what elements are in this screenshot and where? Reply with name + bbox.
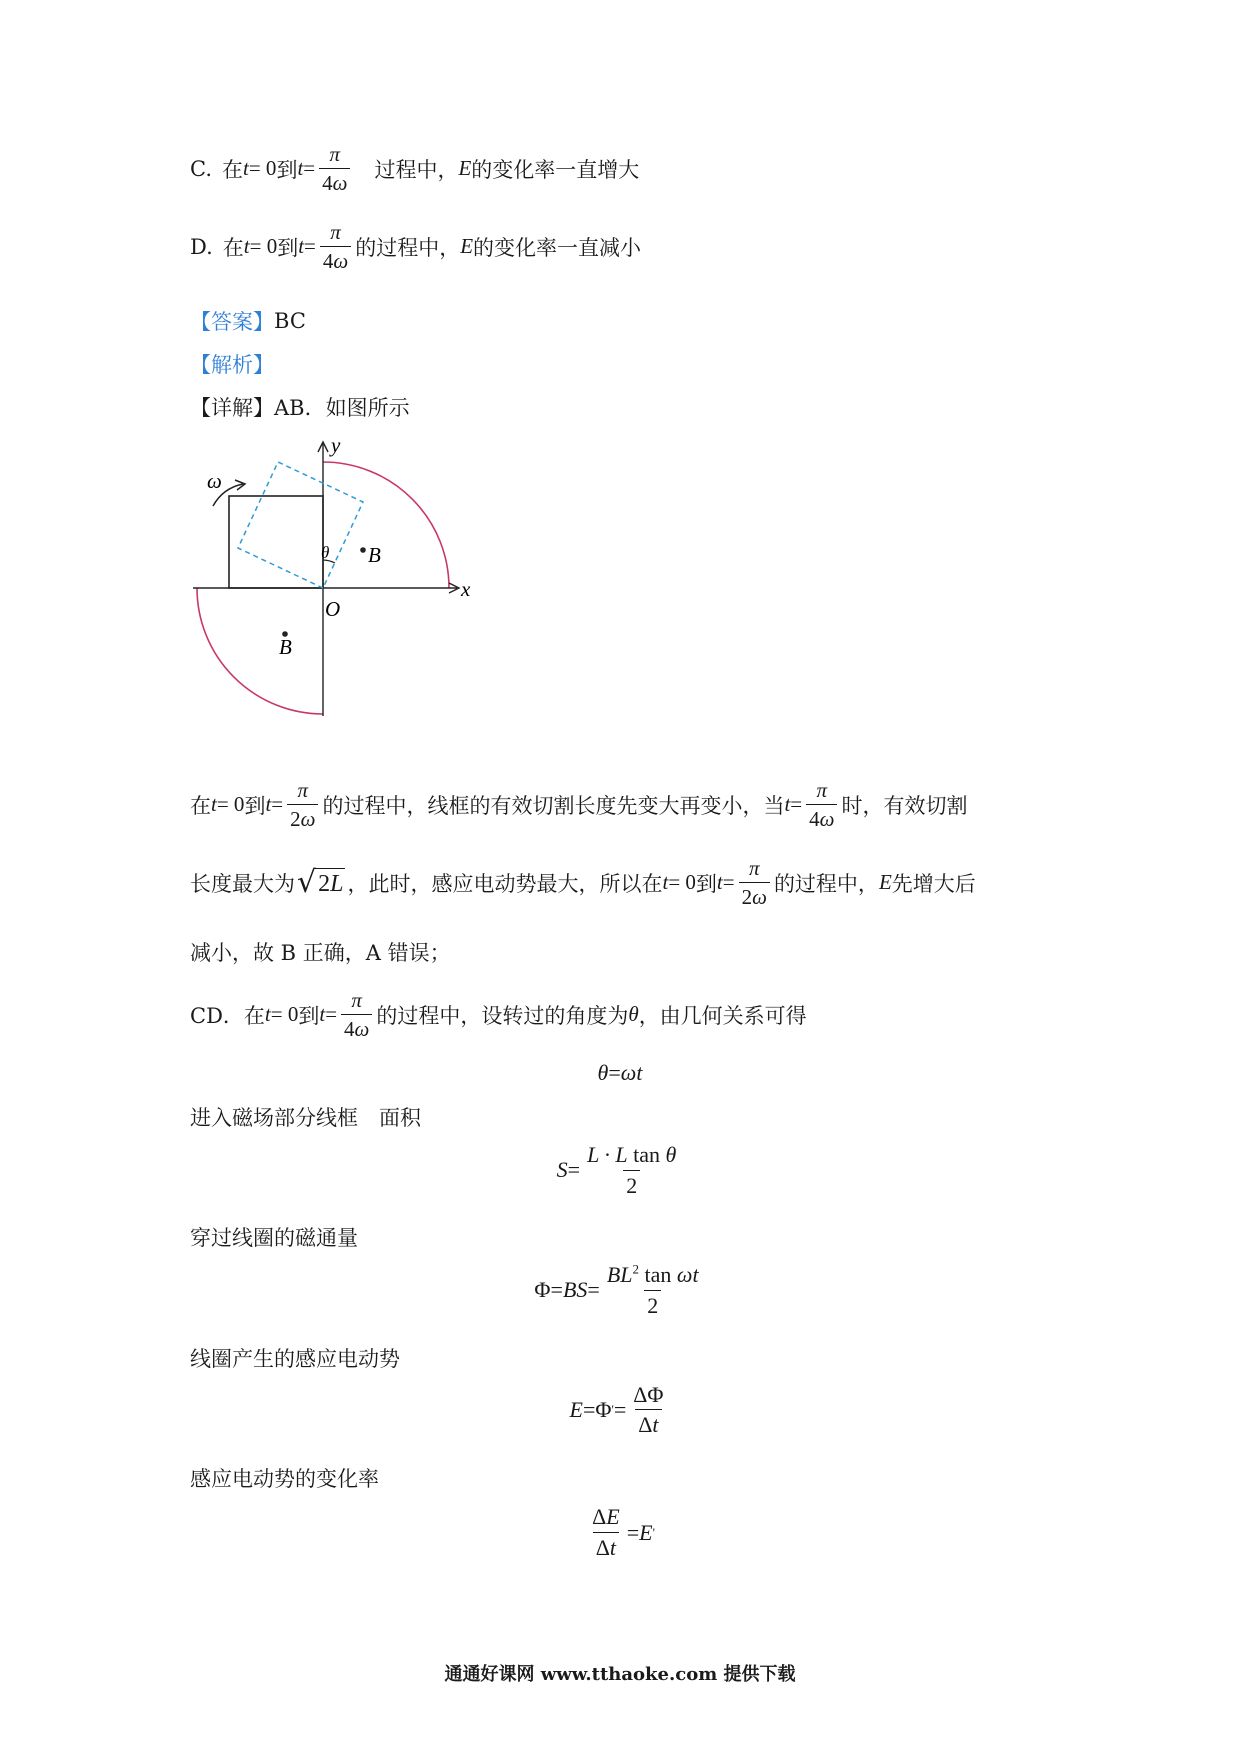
para-3: 减小，故 B 正确，A 错误； xyxy=(190,941,451,965)
option-d: D. 在 t = 0 到 t = $\frac{\pi}{4\omega}$ 的过程中， E 的变化率一直减小 xyxy=(190,220,642,274)
field-arc-quadrant-1 xyxy=(323,462,449,588)
analysis-tag: 【解析】 xyxy=(190,353,274,377)
answer-line xyxy=(190,306,306,336)
field-point-1 xyxy=(360,547,366,553)
para-1: 在 t = 0 到 t = $\frac{\pi}{2\omega}$ 的过程中，线框的有效切割长度先变大再变小，当 t = $\frac{\pi}{4\omega}$ 时，有效切割 xyxy=(190,778,968,832)
equation-area: S = $\frac{\text{L · L tan θ}}{2}$ xyxy=(556,1142,677,1199)
line-5: 进入磁场部分线框 面积 xyxy=(190,1106,421,1130)
para-4: CD．在 t = 0 到 t = $\frac{\pi}{4\omega}$ 的过程中，设转过的角度为 θ ，由几何关系可得 xyxy=(190,988,807,1042)
answer-value: BC xyxy=(274,309,306,333)
omega-label: ω xyxy=(207,469,222,493)
sqrt-2L: √ 2L xyxy=(297,864,344,900)
b-label-1: B xyxy=(368,543,381,567)
equation-emf-rate: $\frac{\Delta E}{\Delta t}$ = E ' xyxy=(592,1504,655,1561)
option-d-label: D. xyxy=(190,234,213,259)
line-6: 穿过线圈的磁通量 xyxy=(190,1226,358,1250)
detail-tag: 【详解】 xyxy=(190,396,274,420)
fraction-pi-over-4omega: $\frac{\pi}{4\omega}$ xyxy=(341,988,372,1041)
rotated-wire-frame xyxy=(238,462,363,588)
origin-label: O xyxy=(325,597,341,621)
rotating-frame-diagram xyxy=(185,430,485,730)
fraction-pi-over-2omega: $\frac{\pi}{2\omega}$ xyxy=(739,856,770,909)
equation-flux: Φ = BS = $\frac{BL^2 \tan \omega t}{2}$ xyxy=(534,1261,699,1319)
option-c: C. 在 t = 0 到 t = $\frac{\pi}{4\omega}$ 过程中， E 的变化率一直增大 xyxy=(190,142,640,196)
detail-text: AB．如图所示 xyxy=(274,396,410,420)
b-label-2: B xyxy=(279,635,292,659)
fraction-pi-over-4omega: $\frac{\pi}{4\omega}$ xyxy=(319,142,350,195)
fraction-pi-over-2omega: $\frac{\pi}{2\omega}$ xyxy=(287,778,318,831)
x-label: x xyxy=(461,577,471,601)
theta-label: θ xyxy=(321,543,330,562)
wire-frame xyxy=(229,496,323,588)
field-arc-quadrant-3 xyxy=(197,588,323,714)
fraction-pi-over-4omega: $\frac{\pi}{4\omega}$ xyxy=(806,778,837,831)
equation-emf: E = Φ ' = $\frac{\Delta\Phi}{\Delta t}$ xyxy=(569,1382,664,1438)
analysis-line xyxy=(190,349,274,379)
footer-watermark: 通通好课网 www.tthaoke.com 提供下载 xyxy=(444,1664,796,1685)
fraction-pi-over-4omega: $\frac{\pi}{4\omega}$ xyxy=(320,220,351,273)
line-7: 线圈产生的感应电动势 xyxy=(190,1347,400,1371)
answer-tag: 【答案】 xyxy=(190,310,274,334)
para-2: 长度最大为 √ 2L ，此时，感应电动势最大，所以在 t = 0 到 t = $\frac{\pi}{2\omega}$ 的过程中， E 先增大后 xyxy=(190,856,976,910)
detail-line xyxy=(190,392,410,422)
y-label: y xyxy=(331,433,341,457)
equation-theta: θ = ωt xyxy=(597,1060,643,1085)
option-c-label: C. xyxy=(190,156,212,181)
line-8: 感应电动势的变化率 xyxy=(190,1467,379,1491)
